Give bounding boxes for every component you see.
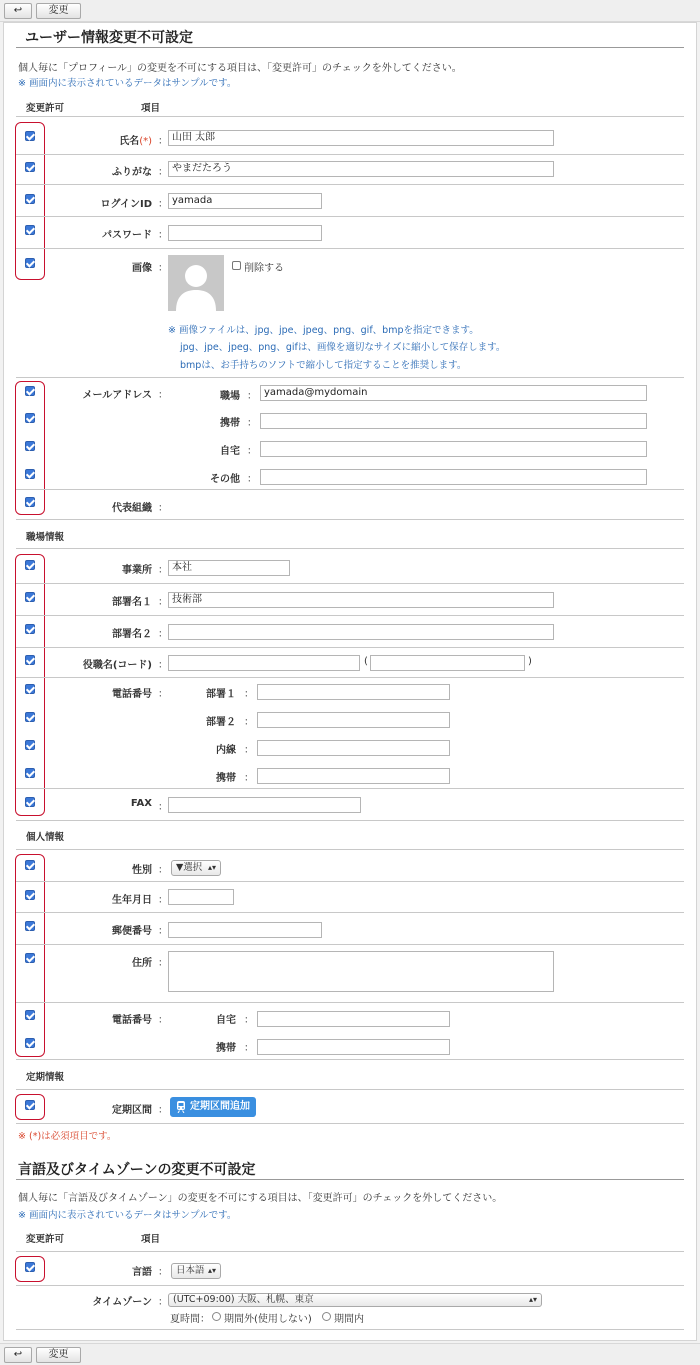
commuter-info-heading: 定期情報: [26, 1072, 65, 1083]
phone-dept2-permission-checkbox[interactable]: [25, 712, 35, 722]
birthday-field[interactable]: [168, 889, 234, 905]
email-home-field[interactable]: [260, 441, 647, 457]
fax-field[interactable]: [168, 797, 361, 813]
change-button[interactable]: 変更: [36, 3, 81, 19]
colon: ：: [158, 689, 168, 700]
updown-icon: ▴▾: [528, 1295, 537, 1304]
email-other-field[interactable]: [260, 469, 647, 485]
back-arrow-icon: ↩: [13, 5, 23, 16]
phone-dept1-permission-checkbox[interactable]: [25, 684, 35, 694]
row-divider: [16, 944, 684, 945]
dept2-label: 部署名２: [112, 629, 152, 640]
phone-label: 電話番号: [112, 689, 152, 700]
phone-dept2-label: 部署２: [206, 717, 236, 728]
sample-note-text: 画面内に表示されているデータはサンプルです。: [29, 78, 237, 89]
personal-phone-home-permission-checkbox[interactable]: [25, 1010, 35, 1020]
row-divider: [16, 216, 684, 217]
colon: ：: [158, 629, 168, 640]
phone-dept1-field[interactable]: [257, 684, 450, 700]
timezone-select[interactable]: (UTC+09:00) 大阪、札幌、東京 ▴▾: [168, 1293, 542, 1307]
name-permission-checkbox[interactable]: [25, 131, 35, 141]
dept2-permission-checkbox[interactable]: [25, 624, 35, 634]
colon: ：: [158, 1267, 168, 1278]
image-note-2: jpg、jpe、jpeg、png、gifは、画像を適切なサイズに縮小して保存します。: [180, 342, 506, 353]
colon: ：: [244, 773, 254, 784]
password-label: パスワード: [102, 230, 152, 241]
row-divider: [16, 849, 684, 850]
dst-off-label: 期間外(使用しない): [224, 1314, 312, 1325]
personal-info-heading: 個人情報: [26, 832, 65, 843]
row-divider: [16, 647, 684, 648]
image-note-3: bmpは、お手持ちのソフトで縮小して指定することを推奨します。: [180, 360, 467, 371]
col-item: 項目: [141, 103, 161, 114]
phone-ext-field[interactable]: [257, 740, 450, 756]
zip-permission-checkbox[interactable]: [25, 921, 35, 931]
personal-phone-mobile-permission-checkbox[interactable]: [25, 1038, 35, 1048]
email-mobile-label: 携帯: [220, 418, 240, 429]
colon: ：: [158, 958, 168, 969]
row-divider: [16, 1059, 684, 1060]
work-info-heading: 職場情報: [26, 532, 65, 543]
colon: ：: [158, 1297, 168, 1308]
dept1-field[interactable]: 技術部: [168, 592, 554, 608]
row-divider: [16, 248, 684, 249]
phone-mobile-field[interactable]: [257, 768, 450, 784]
login-id-permission-checkbox[interactable]: [25, 194, 35, 204]
note-mark: ※: [18, 78, 26, 89]
change-button[interactable]: 変更: [36, 1347, 81, 1363]
colon: ：: [158, 895, 168, 906]
gender-select[interactable]: ▼選択 ▴▾: [171, 860, 221, 876]
rep-org-permission-checkbox[interactable]: [25, 497, 35, 507]
back-button[interactable]: [4, 1347, 32, 1363]
dst-on-radio[interactable]: [322, 1312, 331, 1321]
language-permission-checkbox[interactable]: [25, 1262, 35, 1272]
dept1-label: 部署名１: [112, 597, 152, 608]
phone-mobile-label: 携帯: [216, 773, 236, 784]
colon: ：: [244, 717, 254, 728]
birthday-permission-checkbox[interactable]: [25, 890, 35, 900]
row-divider: [16, 116, 684, 117]
image-permission-checkbox[interactable]: [25, 258, 35, 268]
phone-dept2-field[interactable]: [257, 712, 450, 728]
job-title-label: 役職名(コード): [82, 660, 152, 671]
required-mark: (*): [139, 136, 152, 147]
sample-note: [18, 75, 236, 89]
colon: ：: [247, 474, 257, 485]
dst-label: 夏時間：: [170, 1314, 210, 1325]
address-textarea[interactable]: [168, 951, 554, 992]
title-divider: [16, 1179, 684, 1180]
updown-icon: ▴▾: [207, 863, 216, 872]
colon: ：: [158, 802, 168, 813]
row-divider: [16, 677, 684, 678]
col-permission: 変更許可: [26, 103, 65, 114]
colon: ：: [158, 660, 168, 671]
lang-col-item: 項目: [141, 1234, 161, 1245]
email-work-label: 職場: [220, 391, 240, 402]
row-divider: [16, 1002, 684, 1003]
email-other-label: その他: [210, 474, 240, 485]
job-title-permission-checkbox[interactable]: [25, 655, 35, 665]
lang-col-permission: 変更許可: [26, 1234, 65, 1245]
row-divider: [16, 912, 684, 913]
login-id-label: ログインID: [100, 199, 152, 210]
colon: ：: [158, 1105, 168, 1116]
user-section-description: 個人毎に「プロフィール」の変更を不可にする項目は、「変更許可」のチェックを外してください。: [18, 63, 462, 74]
row-divider: [16, 519, 684, 520]
email-mobile-field[interactable]: [260, 413, 647, 429]
updown-icon: ▴▾: [207, 1266, 216, 1275]
colon: ：: [158, 167, 168, 178]
personal-phone-mobile-label: 携帯: [216, 1043, 236, 1054]
furigana-label: ふりがな: [112, 167, 152, 178]
dst-on-label: 期間内: [334, 1314, 364, 1325]
colon: ：: [158, 565, 168, 576]
phone-dept1-label: 部署１: [206, 689, 236, 700]
colon: ：: [244, 1043, 254, 1054]
colon: ：: [244, 1015, 254, 1026]
email-work-permission-checkbox[interactable]: [25, 386, 35, 396]
delete-image-checkbox[interactable]: [232, 261, 241, 270]
avatar: [168, 255, 224, 311]
colon: ：: [247, 391, 257, 402]
row-divider: [16, 820, 684, 821]
name-label: 氏名(*): [119, 136, 152, 147]
gender-label: 性別: [132, 865, 152, 876]
row-divider: [16, 881, 684, 882]
email-home-label: 自宅: [220, 446, 240, 457]
colon: ：: [158, 597, 168, 608]
train-icon: [176, 1101, 186, 1113]
gender-permission-checkbox[interactable]: [25, 860, 35, 870]
birthday-label: 生年月日: [112, 895, 152, 906]
paren-open: (: [364, 656, 368, 667]
office-permission-checkbox[interactable]: [25, 560, 35, 570]
address-permission-checkbox[interactable]: [25, 953, 35, 963]
row-divider: [16, 377, 684, 378]
phone-ext-label: 内線: [216, 745, 236, 756]
colon: ：: [158, 136, 168, 147]
fax-label: FAX: [130, 798, 152, 809]
row-divider: [16, 615, 684, 616]
row-divider: [16, 788, 684, 789]
commuter-label: 定期区間: [112, 1105, 152, 1116]
row-divider: [16, 184, 684, 185]
colon: ：: [158, 263, 168, 274]
email-work-field[interactable]: yamada@mydomain: [260, 385, 647, 401]
row-divider: [16, 1251, 684, 1252]
colon: ：: [244, 689, 254, 700]
row-divider: [16, 489, 684, 490]
fax-permission-checkbox[interactable]: [25, 797, 35, 807]
image-note-1: ※ 画像ファイルは、jpg、jpe、jpeg、png、gif、bmpを指定できます。: [168, 325, 479, 336]
language-select[interactable]: 日本語 ▴▾: [171, 1263, 221, 1279]
personal-phone-label: 電話番号: [112, 1015, 152, 1026]
row-divider: [16, 548, 684, 549]
furigana-field[interactable]: やまだたろう: [168, 161, 554, 177]
dst-off-radio[interactable]: [212, 1312, 221, 1321]
row-divider: [16, 583, 684, 584]
office-label: 事業所: [122, 565, 152, 576]
job-code-field[interactable]: [370, 655, 525, 671]
colon: ：: [158, 199, 168, 210]
paren-close: ): [528, 656, 532, 667]
user-silhouette-icon: [168, 255, 224, 311]
colon: ：: [247, 446, 257, 457]
zip-field[interactable]: [168, 922, 322, 938]
personal-phone-home-field[interactable]: [257, 1011, 450, 1027]
job-title-field[interactable]: [168, 655, 360, 671]
commuter-permission-checkbox[interactable]: [25, 1100, 35, 1110]
timezone-label: タイムゾーン: [92, 1297, 152, 1308]
row-divider: [16, 1285, 684, 1286]
row-divider: [16, 1089, 684, 1090]
back-button[interactable]: [4, 3, 32, 19]
lang-section-title: 言語及びタイムゾーンの変更不可設定: [18, 1162, 256, 1178]
password-permission-checkbox[interactable]: [25, 225, 35, 235]
dept2-field[interactable]: [168, 624, 554, 640]
add-commuter-route-button[interactable]: 定期区間追加: [170, 1097, 256, 1117]
login-id-field[interactable]: yamada: [168, 193, 322, 209]
colon: ：: [158, 926, 168, 937]
user-section-title: ユーザー情報変更不可設定: [25, 30, 193, 46]
colon: ：: [244, 745, 254, 756]
dept1-permission-checkbox[interactable]: [25, 592, 35, 602]
language-label: 言語: [132, 1267, 152, 1278]
personal-phone-home-label: 自宅: [216, 1015, 236, 1026]
back-arrow-icon: ↩: [13, 1349, 23, 1360]
row-divider: [16, 1329, 684, 1330]
email-other-permission-checkbox[interactable]: [25, 469, 35, 479]
colon: ：: [158, 390, 168, 401]
image-label: 画像: [132, 263, 152, 274]
lang-sample-note: ※ 画面内に表示されているデータはサンプルです。: [18, 1210, 237, 1221]
furigana-permission-checkbox[interactable]: [25, 162, 35, 172]
email-home-permission-checkbox[interactable]: [25, 441, 35, 451]
address-label: 住所: [132, 958, 152, 969]
bottom-toolbar: [0, 1343, 700, 1365]
row-divider: [16, 154, 684, 155]
colon: ：: [158, 230, 168, 241]
zip-label: 郵便番号: [112, 926, 152, 937]
settings-panel: [3, 22, 697, 1341]
delete-image-label: 削除する: [244, 263, 284, 274]
phone-mobile-permission-checkbox[interactable]: [25, 768, 35, 778]
email-mobile-permission-checkbox[interactable]: [25, 413, 35, 423]
rep-org-label: 代表組織: [112, 503, 152, 514]
top-toolbar: [0, 0, 700, 22]
required-note: ※ (*)は必須項目です。: [18, 1131, 117, 1142]
personal-phone-mobile-field[interactable]: [257, 1039, 450, 1055]
phone-ext-permission-checkbox[interactable]: [25, 740, 35, 750]
row-divider: [16, 1123, 684, 1124]
email-label: メールアドレス: [82, 390, 152, 401]
title-divider: [16, 47, 684, 48]
lang-section-description: 個人毎に「言語及びタイムゾーン」の変更を不可にする項目は、「変更許可」のチェックを外してください。: [18, 1193, 503, 1204]
colon: ：: [158, 1015, 168, 1026]
password-field[interactable]: [168, 225, 322, 241]
colon: ：: [158, 865, 168, 876]
office-field[interactable]: 本社: [168, 560, 290, 576]
name-field[interactable]: 山田 太郎: [168, 130, 554, 146]
colon: ：: [158, 503, 168, 514]
colon: ：: [247, 418, 257, 429]
